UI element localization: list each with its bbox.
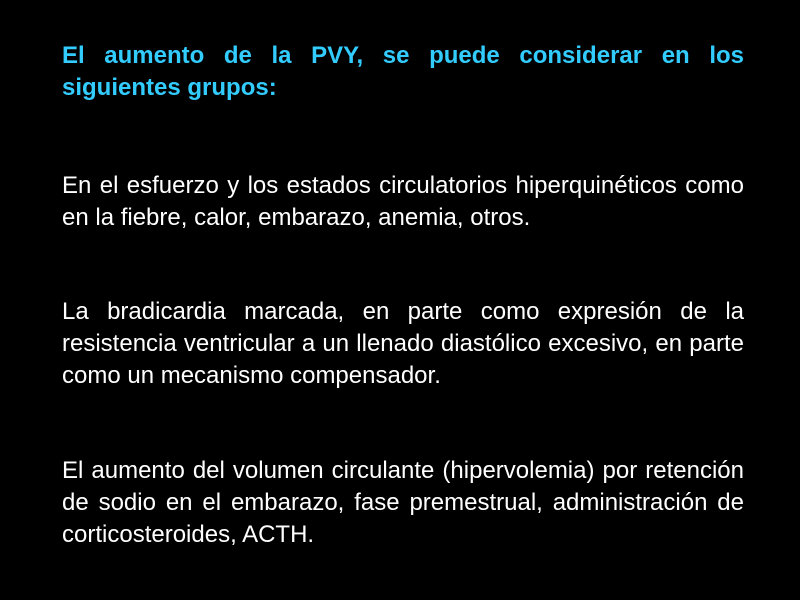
slide-heading: El aumento de la PVY, se puede considerar en los siguientes grupos:: [62, 42, 744, 101]
paragraph-hypervolemia: El aumento del volumen circulante (hipervolemia) por retención de sodio en el embarazo, fase premestrual, administración de corticosteroides, ACTH.: [62, 457, 744, 548]
paragraph-exercise-hyperkinetic: En el esfuerzo y los estados circulatorios hiperquinéticos como en la fiebre, calor, embarazo, anemia, otros.: [62, 172, 744, 231]
paragraph-bradycardia: La bradicardia marcada, en parte como expresión de la resistencia ventricular a un llenado diastólico excesivo, en parte como un mecanismo compensador.: [62, 298, 744, 389]
slide-content: [62, 0, 744, 600]
